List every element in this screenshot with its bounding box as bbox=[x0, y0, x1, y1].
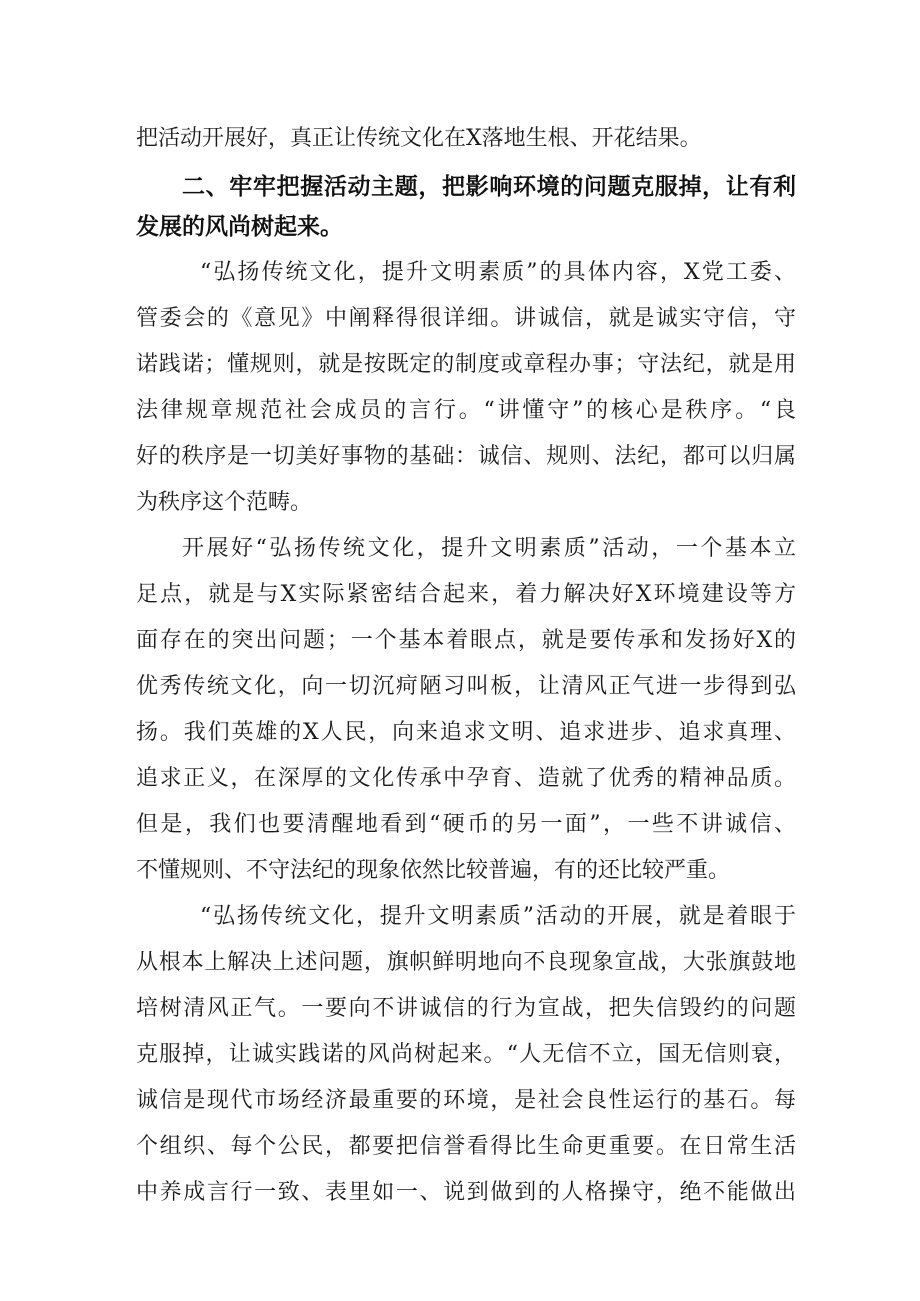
paragraph-line: 好的秩序是一切美好事物的基础：诚信、规则、法纪，都可以归属 bbox=[136, 444, 796, 469]
paragraph-line: 面存在的突出问题；一个基本着眼点，就是要传承和发扬好X的 bbox=[136, 628, 796, 653]
paragraph-line: 诺践诺；懂规则，就是按既定的制度或章程办事；守法纪，就是用 bbox=[136, 352, 796, 377]
paragraph-line: 优秀传统文化，向一切沉疴陋习叫板，让清风正气进一步得到弘 bbox=[136, 674, 796, 699]
paragraph-line: “弘扬传统文化，提升文明素质”活动的开展，就是着眼于 bbox=[200, 904, 796, 929]
paragraph-line: 为秩序这个范畴。 bbox=[136, 490, 313, 515]
paragraph-line: 诚信是现代市场经济最重要的环境，是社会良性运行的基石。每 bbox=[136, 1088, 796, 1113]
paragraph-line: 从根本上解决上述问题，旗帜鲜明地向不良现象宣战，大张旗鼓地 bbox=[136, 950, 796, 975]
paragraph-line: 培树清风正气。一要向不讲诚信的行为宣战，把失信毁约的问题 bbox=[136, 996, 796, 1021]
paragraph-line: 足点，就是与X实际紧密结合起来，着力解决好X环境建设等方 bbox=[136, 582, 796, 607]
section-heading-line: 二、牢牢把握活动主题，把影响环境的问题克服掉，让有利 bbox=[182, 174, 796, 200]
section-heading-line: 发展的风尚树起来。 bbox=[136, 214, 343, 240]
paragraph-line: “弘扬传统文化，提升文明素质”的具体内容，X党工委、 bbox=[200, 260, 796, 285]
paragraph-line: 法律规章规范社会成员的言行。“讲懂守”的核心是秩序。“良 bbox=[136, 398, 796, 423]
paragraph-line: 开展好“弘扬传统文化，提升文明素质”活动，一个基本立 bbox=[182, 536, 796, 561]
paragraph-line: 扬。我们英雄的X人民，向来追求文明、追求进步、追求真理、 bbox=[136, 720, 796, 745]
paragraph-line: 不懂规则、不守法纪的现象依然比较普遍，有的还比较严重。 bbox=[136, 858, 731, 883]
paragraph-line: 追求正义，在深厚的文化传承中孕育、造就了优秀的精神品质。 bbox=[136, 766, 796, 791]
paragraph-line: 但是，我们也要清醒地看到“硬币的另一面”，一些不讲诚信、 bbox=[136, 812, 796, 837]
paragraph-line: 管委会的《意见》中阐释得很详细。讲诚信，就是诚实守信，守 bbox=[136, 306, 796, 331]
paragraph-line: 个组织、每个公民，都要把信誉看得比生命更重要。在日常生活 bbox=[136, 1134, 796, 1159]
paragraph-line: 中养成言行一致、表里如一、说到做到的人格操守，绝不能做出 bbox=[136, 1180, 796, 1205]
paragraph-line: 克服掉，让诚实践诺的风尚树起来。“人无信不立，国无信则衰， bbox=[136, 1042, 796, 1067]
text-line: 把活动开展好，真正让传统文化在X落地生根、开花结果。 bbox=[136, 126, 702, 151]
